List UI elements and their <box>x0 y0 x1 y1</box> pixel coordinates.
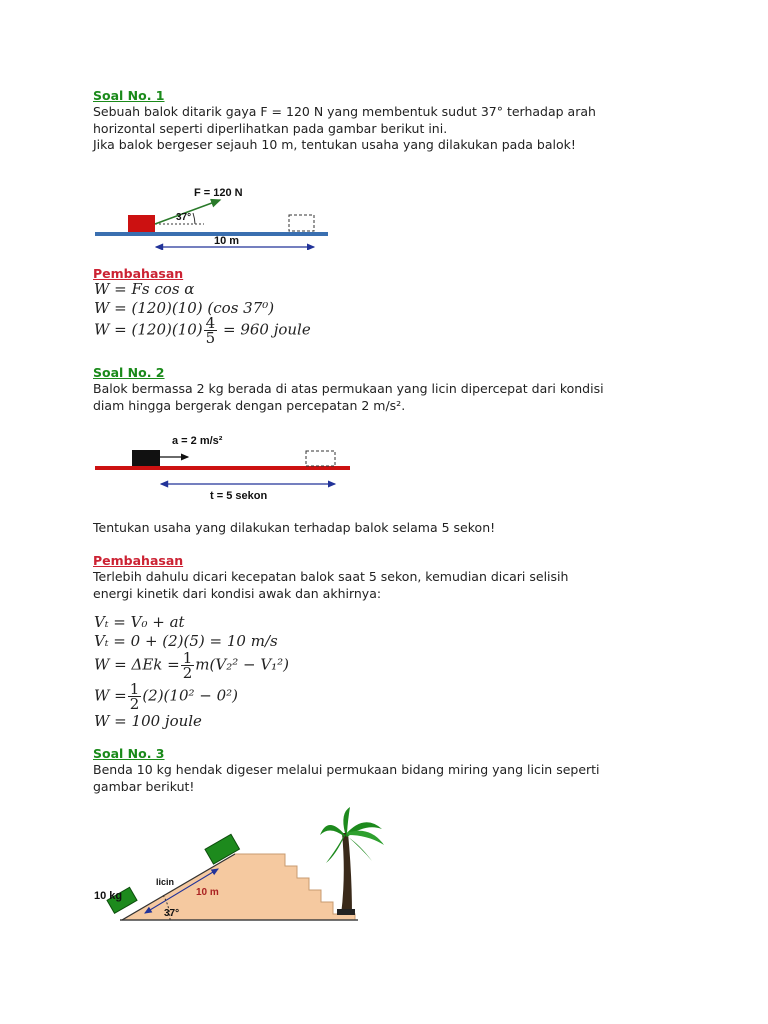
soal-2-heading: Soal No. 2 <box>93 365 165 380</box>
soal-3-heading: Soal No. 3 <box>93 746 165 761</box>
acceleration-label: a = 2 m/s² <box>172 435 223 447</box>
equation: Vₜ = V₀ + at <box>94 613 185 631</box>
pembahasan-1-heading: Pembahasan <box>93 266 184 281</box>
time-label: t = 5 sekon <box>210 490 268 502</box>
equation <box>94 651 289 680</box>
fraction-denominator: 5 <box>205 329 216 347</box>
surface-label: licin <box>156 877 175 887</box>
block-red <box>128 215 155 232</box>
soal-3-diagram <box>90 805 390 930</box>
equation <box>94 682 238 711</box>
soal-3-line: gambar berikut! <box>93 779 195 794</box>
length-label: 10 m <box>196 887 219 898</box>
equation-part: = 960 joule <box>222 320 311 339</box>
fraction-numerator: 4 <box>205 314 216 332</box>
fraction <box>181 651 195 680</box>
equation: W = (120)(10) (cos 37⁰) <box>94 299 275 317</box>
mass-label: 10 kg <box>94 890 123 902</box>
equation-part: W = ΔEk = <box>94 655 180 674</box>
soal-1-line: Sebuah balok ditarik gaya F = 120 N yang membentuk sudut 37° terhadap arah <box>93 104 596 119</box>
soal-1-diagram <box>90 180 340 250</box>
soal-1-line: horizontal seperti diperlihatkan pada gambar berikut ini. <box>93 120 448 136</box>
equation: W = 100 joule <box>94 712 202 730</box>
block-final-dashed <box>306 451 335 466</box>
explanation-line: energi kinetik dari kondisi awak dan akhirnya: <box>93 586 382 601</box>
equation-part: W = <box>94 686 127 705</box>
block-final-dashed <box>289 215 314 231</box>
equation-part: (2)(10² − 0²) <box>142 686 239 705</box>
soal-1-line: Jika balok bergeser sejauh 10 m, tentukan usaha yang dilakukan pada balok! <box>93 137 576 152</box>
distance-label: 10 m <box>214 235 240 247</box>
equation-part: m(V₂² − V₁²) <box>195 655 290 674</box>
pembahasan-2-heading: Pembahasan <box>93 553 184 568</box>
angle-arc <box>193 213 195 224</box>
soal-2-line: Balok bermassa 2 kg berada di atas permukaan yang licin dipercepat dari kondisi <box>93 381 604 396</box>
fraction-denominator: 2 <box>129 695 140 713</box>
palm-tree-icon <box>320 807 384 915</box>
equation: W = Fs cos α <box>94 280 195 298</box>
soal-3-line: Benda 10 kg hendak digeser melalui permukaan bidang miring yang licin seperti <box>93 762 600 777</box>
incline-hill <box>122 854 355 920</box>
block-black <box>132 450 160 466</box>
soal-2-question: Tentukan usaha yang dilakukan terhadap balok selama 5 sekon! <box>93 520 496 535</box>
soal-2-line: diam hingga bergerak dengan percepatan 2 m/s². <box>93 398 406 413</box>
soal-1-heading: Soal No. 1 <box>93 88 165 103</box>
angle-label: 37° <box>164 908 180 919</box>
fraction <box>128 682 142 711</box>
equation: Vₜ = 0 + (2)(5) = 10 m/s <box>94 632 278 650</box>
force-label: F = 120 N <box>194 187 243 199</box>
floor-line <box>95 232 328 236</box>
explanation-line: Terlebih dahulu dicari kecepatan balok saat 5 sekon, kemudian dicari selisih <box>93 569 569 584</box>
soal-1-text <box>93 104 596 154</box>
equation-part: W = (120)(10) <box>94 320 203 339</box>
fraction <box>204 316 218 345</box>
soal-2-diagram <box>90 430 355 505</box>
floor-line <box>95 466 350 470</box>
fraction-denominator: 2 <box>182 664 193 682</box>
fraction-numerator: 1 <box>129 680 140 698</box>
angle-label: 37° <box>176 212 192 223</box>
fraction-numerator: 1 <box>182 649 193 667</box>
equation <box>94 316 311 345</box>
